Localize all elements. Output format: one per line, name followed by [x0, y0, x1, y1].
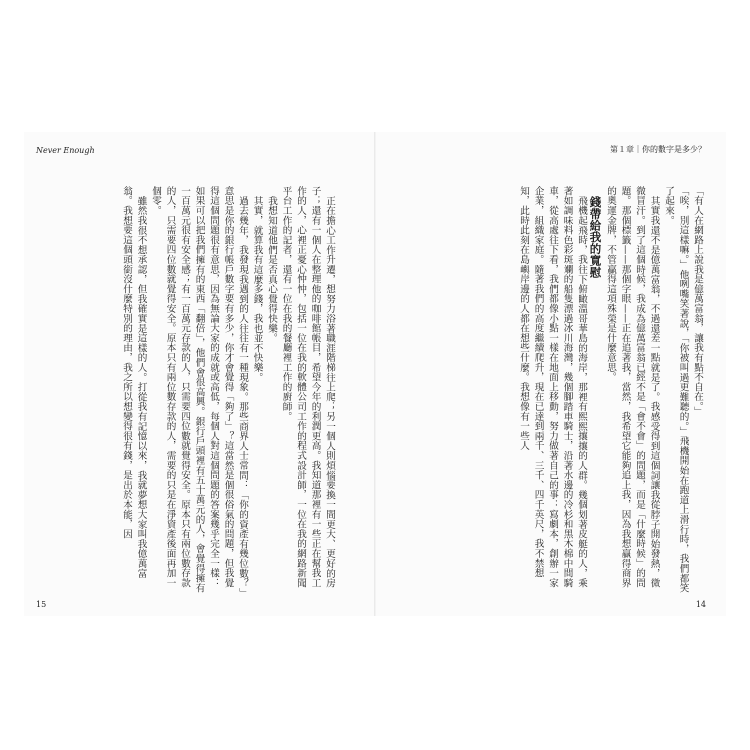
left-page-body [36, 186, 336, 596]
paragraph: 「有人在網路上說我是億萬富翁，讓我有點不自在。」 [692, 186, 703, 417]
paragraph: 「唉，別這樣嘛。」他咧嘴笑著說，「你被叫過更難聽的。」飛機開始在跑道上滑行時，我們都笑了起來。 [663, 186, 689, 593]
paragraph: 其實我還不是億萬富翁，不過還差一點就是了。我感受得到這個詞讓我從脖子開始發熱，微微冒汗。到了這個時候，我成為億萬富翁已經不是「會不會」的問題，而是「什麼時候」的問題。那個標籤——那個字眼——正在追著我，當然，我希望它能夠追上我，因為我想贏得商界的奧運金牌，不管贏得這項殊榮是什麼意思。 [605, 186, 660, 588]
right-page-body [404, 186, 704, 596]
paragraph: 雖然我很不想承認，但我確實是這樣的人。打從我有記憶以來，我就夢想大家叫我億萬富翁。我想要這個頭銜沒什麼特別的理由，我之所以想變得很有錢，是出於本能，因 [121, 186, 147, 578]
paragraph: 其實，就算我有這麼多錢，我也並不快樂。 [251, 195, 263, 382]
paragraph: 正在擔心工作升遷，想努力浴著職涯階梯往上爬；另一個人則煩惱要換一間更大、更好的房子；還有一個人在整理他的咖啡館帳目，希望今年的利潤更高。我知道那裡有一些正在幫我工作的人，心裡正憂心忡忡，包括一位在我的軟體公司工作的程式設計師，一位在我的網路新聞平台工作的記者，還有一位在我的餐廳裡工作的廚師。 [280, 186, 335, 588]
running-head-left: Never Enough [36, 146, 95, 155]
page-number-right: 14 [695, 600, 706, 609]
running-head-right: 第１章｜你的數字是多少？ [610, 145, 706, 154]
paragraph: 我想知道他們是否真心覺得快樂。 [266, 195, 277, 343]
paragraph: 過去幾年，我發現我遇到的人往往有一種現象。那些商界人士常問：「你的資產有幾位數？」意思是你的銀行帳戶數字要有多少，你才會覺得「夠了」？這當然是個很俗氣的問題，但我覺得這個問題很有意思，因為無論大家的成就或高低，每個人對這個問題的答案幾乎完全一樣：如果可以把我們擁有的東西「翻倍」，他們會很高興。銀行戶頭裡有五十萬元的人，會覺得擁有一百萬元很有安全感；有一百萬元存款的人，只需要四位數就覺得安全。原本只有兩位數存款的人，只需要四位數就覺得安全。原本只有兩位數存款的人，需要的只是在淨資產後面再加一個零。 [150, 186, 248, 593]
book-gutter [374, 132, 376, 616]
paragraph: 飛機起飛時，我往下俯瞰溫哥華島的海岸，那裡有熙熙攘攘的人群。幾個划著皮艇的人，乘著如調味料色彩斑斕的船隻漂過冰川海灣，幾個腳踏車騎士，沿著水邊的冷杉和黑木棉中間騎車，從高處往下看，我們都像小點一樣在地面上移動，努力做著自己的事：寫劇本，創辦一家企業，組織家庭。隨著我們的高度繼續爬升，現在已達到兩千、三千、四千英尺，我不禁想知，此時此刻在島嶼岸邊的人都在想些什麼。我想像有一些人 [518, 186, 587, 588]
section-heading: 錢帶給我的寬慰 [588, 196, 603, 278]
page-number-left: 15 [36, 600, 47, 609]
